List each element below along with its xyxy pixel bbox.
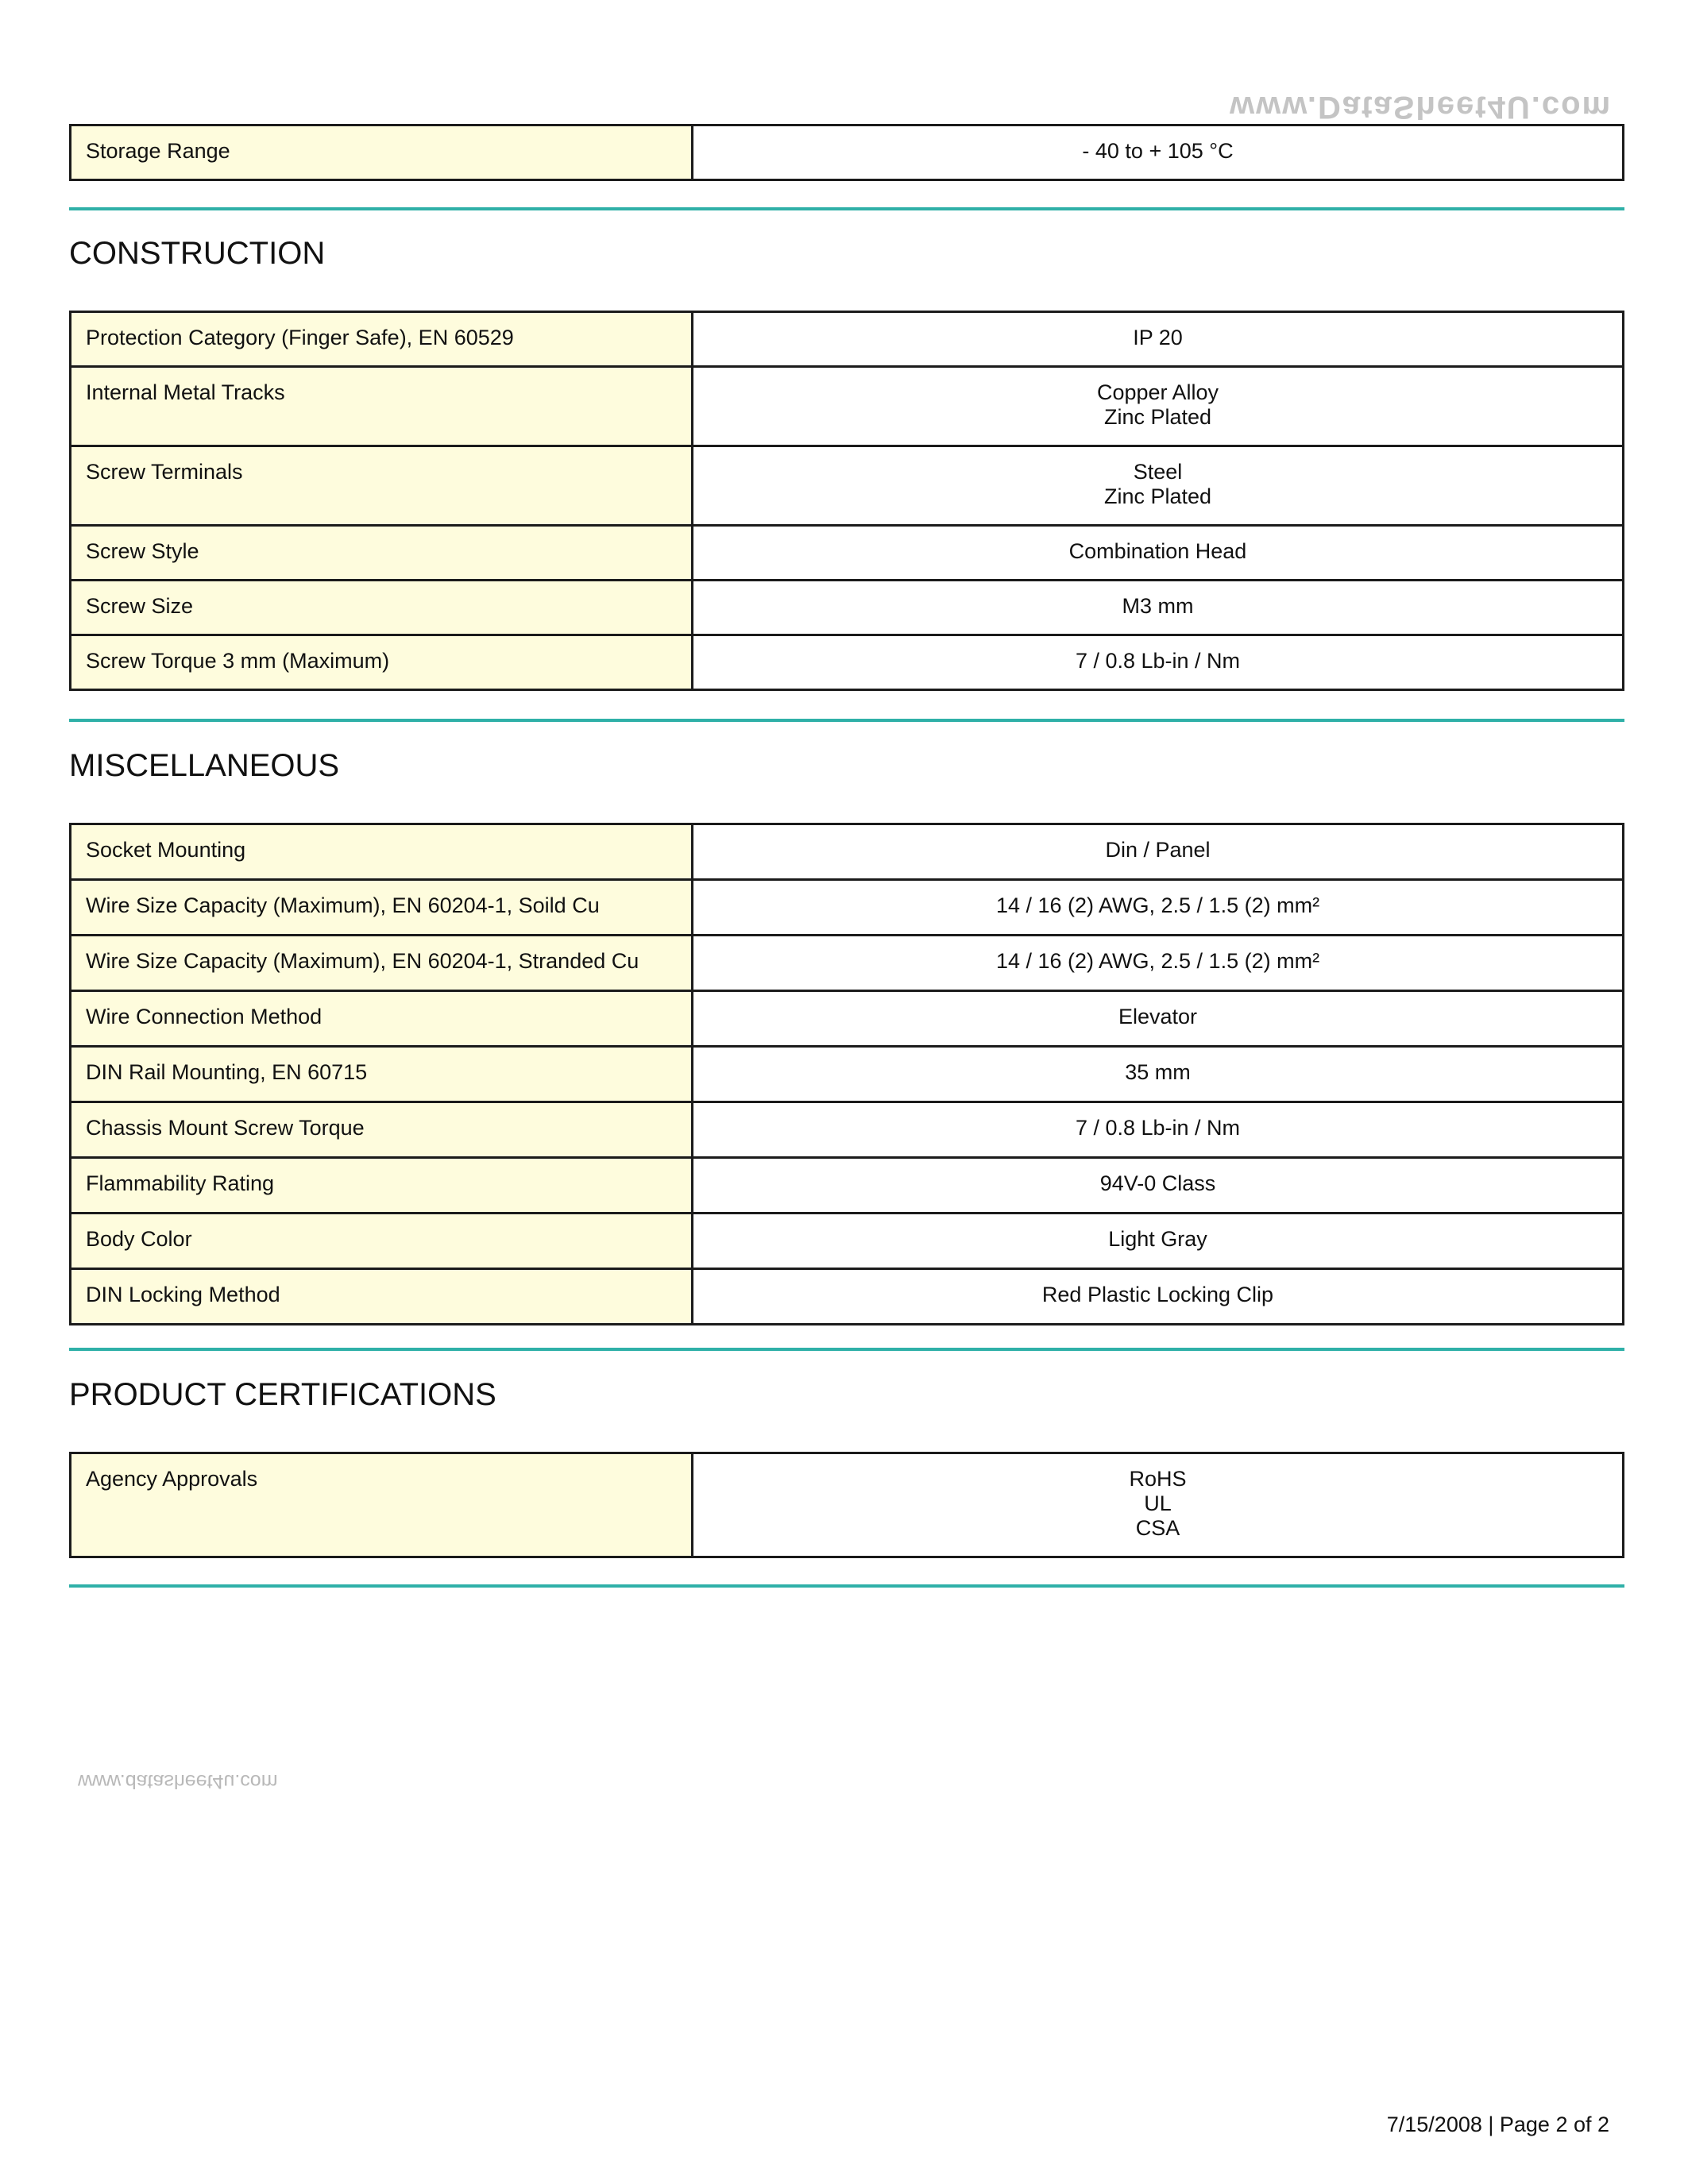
row-value <box>693 635 1624 690</box>
value-line: Light Gray <box>1108 1227 1207 1251</box>
row-label: Internal Metal Tracks <box>71 367 693 446</box>
value-line: - 40 to + 105 °C <box>1082 139 1234 163</box>
section-divider <box>69 719 1624 722</box>
value-line: Din / Panel <box>1105 838 1211 862</box>
value-line: Red Plastic Locking Clip <box>1041 1283 1274 1306</box>
value-line: 7 / 0.8 Lb-in / Nm <box>1075 649 1241 673</box>
value-line: Zinc Plated <box>1103 484 1212 508</box>
row-label: Wire Connection Method <box>71 991 693 1047</box>
table-row <box>71 312 1624 367</box>
value-line: 14 / 16 (2) AWG, 2.5 / 1.5 (2) mm² <box>995 893 1320 917</box>
table-row <box>71 880 1624 936</box>
value-line: RoHS <box>1129 1467 1187 1491</box>
page-footer: 7/15/2008 | Page 2 of 2 <box>1386 2113 1609 2136</box>
row-label: Storage Range <box>71 125 693 180</box>
row-value <box>693 1158 1624 1214</box>
row-value <box>693 312 1624 367</box>
value-line: UL <box>1144 1491 1172 1515</box>
row-label: Socket Mounting <box>71 824 693 880</box>
row-label: Wire Size Capacity (Maximum), EN 60204-1, Soild Cu <box>71 880 693 936</box>
row-value <box>693 880 1624 936</box>
storage-table <box>69 124 1624 181</box>
section-divider <box>69 1584 1624 1588</box>
value-line: M3 mm <box>1122 594 1194 618</box>
row-value <box>693 824 1624 880</box>
value-line: Copper Alloy <box>1096 380 1219 404</box>
table-row <box>71 991 1624 1047</box>
row-value <box>693 526 1624 581</box>
table-row <box>71 1158 1624 1214</box>
row-label: Chassis Mount Screw Torque <box>71 1102 693 1158</box>
certifications-table <box>69 1452 1624 1558</box>
value-line: CSA <box>1135 1516 1180 1540</box>
value-line: Elevator <box>1118 1005 1198 1028</box>
value-line: 14 / 16 (2) AWG, 2.5 / 1.5 (2) mm² <box>995 949 1320 973</box>
row-label: DIN Rail Mounting, EN 60715 <box>71 1047 693 1102</box>
watermark-bottom: www.datasheet4u.com <box>78 1770 278 1792</box>
table-row <box>71 1102 1624 1158</box>
section-divider <box>69 207 1624 210</box>
construction-table <box>69 311 1624 691</box>
row-value <box>693 1047 1624 1102</box>
table-row <box>71 635 1624 690</box>
row-label: Flammability Rating <box>71 1158 693 1214</box>
section-title-construction: CONSTRUCTION <box>69 236 326 271</box>
value-line: Zinc Plated <box>1103 405 1212 429</box>
row-value <box>693 446 1624 526</box>
row-label: Wire Size Capacity (Maximum), EN 60204-1, Stranded Cu <box>71 936 693 991</box>
row-value <box>693 1453 1624 1557</box>
value-line: Steel <box>1133 460 1183 484</box>
table-row <box>71 936 1624 991</box>
row-value <box>693 125 1624 180</box>
value-line: 35 mm <box>1125 1060 1191 1084</box>
row-label: Screw Size <box>71 581 693 635</box>
section-title-product-certifications: PRODUCT CERTIFICATIONS <box>69 1377 496 1412</box>
row-value <box>693 1269 1624 1325</box>
table-row <box>71 581 1624 635</box>
table-row <box>71 1453 1624 1557</box>
row-label: DIN Locking Method <box>71 1269 693 1325</box>
value-line: 94V-0 Class <box>1099 1171 1216 1195</box>
miscellaneous-table <box>69 823 1624 1325</box>
section-divider <box>69 1348 1624 1351</box>
value-line: 7 / 0.8 Lb-in / Nm <box>1075 1116 1241 1140</box>
row-label: Body Color <box>71 1214 693 1269</box>
table-row <box>71 526 1624 581</box>
value-line: Combination Head <box>1068 539 1247 563</box>
row-label: Protection Category (Finger Safe), EN 60529 <box>71 312 693 367</box>
value-line: IP 20 <box>1133 326 1183 349</box>
table-row <box>71 1214 1624 1269</box>
row-value <box>693 581 1624 635</box>
row-value <box>693 1214 1624 1269</box>
row-value <box>693 367 1624 446</box>
row-label: Screw Torque 3 mm (Maximum) <box>71 635 693 690</box>
section-title-miscellaneous: MISCELLANEOUS <box>69 748 340 783</box>
row-label: Screw Style <box>71 526 693 581</box>
table-row <box>71 1047 1624 1102</box>
table-row <box>71 1269 1624 1325</box>
row-value <box>693 1102 1624 1158</box>
watermark-top: www.DataSheet4U.com <box>1230 90 1613 125</box>
table-row <box>71 446 1624 526</box>
table-row <box>71 824 1624 880</box>
table-row <box>71 367 1624 446</box>
row-label: Screw Terminals <box>71 446 693 526</box>
row-label: Agency Approvals <box>71 1453 693 1557</box>
row-value <box>693 991 1624 1047</box>
table-row <box>71 125 1624 180</box>
row-value <box>693 936 1624 991</box>
